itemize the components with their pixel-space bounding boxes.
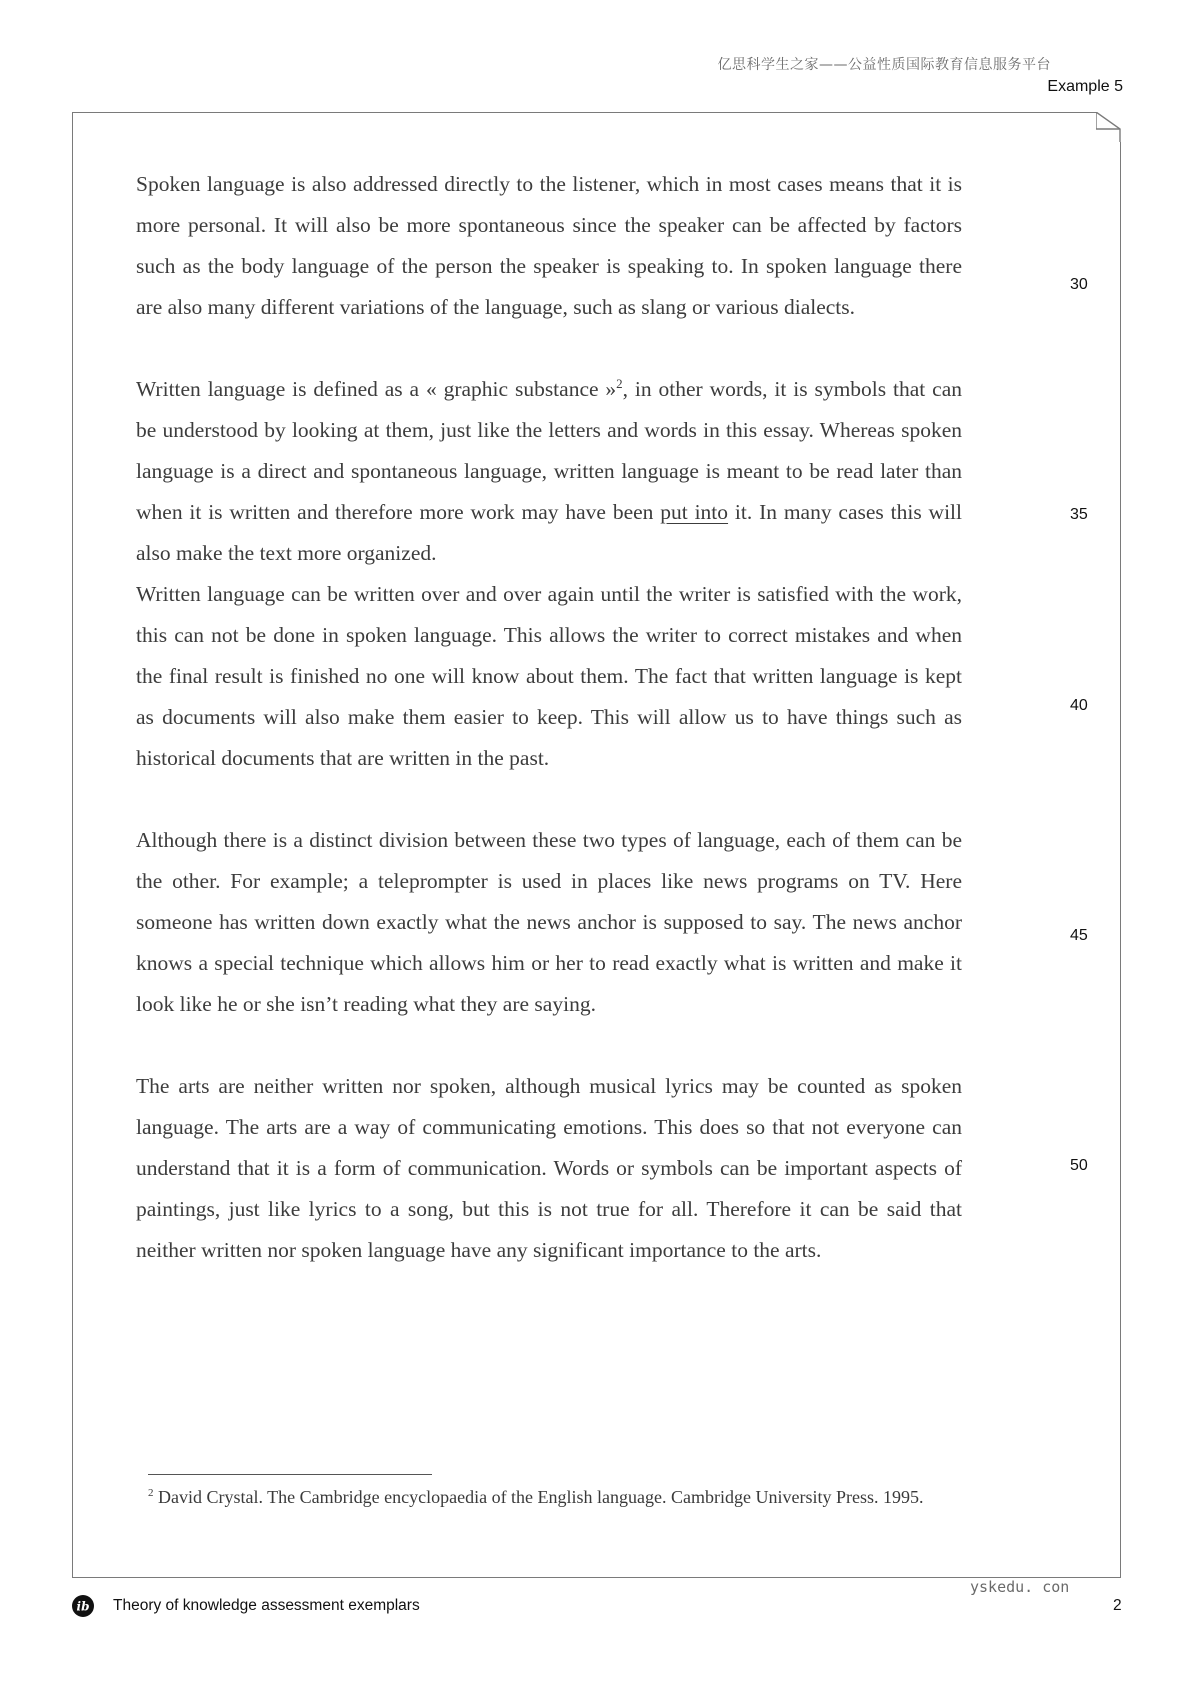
paragraph-division: Although there is a distinct division between these two types of language, each of them can be the other. For example; a teleprompter is used in places like news programs on TV. Here someone has written down exactly what the news anchor is supposed to say. The news anchor knows a special technique which allows him or her to read exactly what is written and make it look like he or she isn’t reading what they are saying. (136, 828, 962, 1016)
paragraph-written-body: , in other words, it is symbols that can be understood by looking at them, just like the letters and words in this essay. Whereas spoken language is a direct and spontaneous language, written language is meant to be read later than when it is written and therefore more work may have been (136, 377, 962, 524)
ib-logo-icon (71, 1594, 95, 1618)
line-number: 40 (1070, 697, 1088, 714)
line-number: 30 (1070, 276, 1088, 293)
footnote (148, 1484, 968, 1510)
footnote-ref: 2 (616, 375, 623, 391)
paragraph-written (136, 369, 962, 574)
footnote-divider (148, 1474, 432, 1475)
essay-text (136, 164, 962, 1271)
folded-corner-icon (1096, 112, 1124, 142)
svg-text:ib: ib (76, 1599, 90, 1614)
line-number: 50 (1070, 1157, 1088, 1174)
example-label: Example 5 (1047, 78, 1123, 95)
paragraph-written-end: it. In many cases this will also make the text more organized. (136, 500, 963, 565)
footnote-text: David Crystal. The Cambridge encyclopaedia of the English language. Cambridge University Press. 1995. (153, 1487, 924, 1507)
paragraph-spoken: Spoken language is also addressed directly to the listener, which in most cases means that it is more personal. It will also be more spontaneous since the speaker can be affected by factors such as the body language of the person the speaker is speaking to. In spoken language there are also many different variations of the language, such as slang or various dialects. (136, 172, 962, 319)
watermark: yskedu. con (970, 1578, 1070, 1596)
line-number: 35 (1070, 506, 1088, 523)
footnote-mark: 2 (148, 1487, 154, 1499)
page-number: 2 (1113, 1597, 1122, 1614)
site-header: 亿思科学生之家——公益性质国际教育信息服务平台 (717, 57, 1051, 73)
paragraph-rewrite: Written language can be written over and over again until the writer is satisfied with the work, this can not be done in spoken language. This allows the writer to correct mistakes and when the final result is finished no one will know about them. The fact that written language is kept as documents will also make them easier to keep. This will allow us to have things such as historical documents that are written in the past. (136, 582, 962, 770)
footer-title: Theory of knowledge assessment exemplars (113, 1597, 420, 1614)
line-number: 45 (1070, 927, 1088, 944)
paragraph-written-start: Written language is defined as a « graphic substance » (136, 377, 617, 401)
paragraph-arts: The arts are neither written nor spoken, although musical lyrics may be counted as spoken language. The arts are a way of communicating emotions. This does so that not everyone can understand that it is a form of communication. Words or symbols can be important aspects of paintings, just like lyrics to a song, but this is not true for all. Therefore it can be said that neither written nor spoken language have any significant importance to the arts. (136, 1074, 962, 1262)
underlined-phrase: put into (660, 500, 729, 524)
